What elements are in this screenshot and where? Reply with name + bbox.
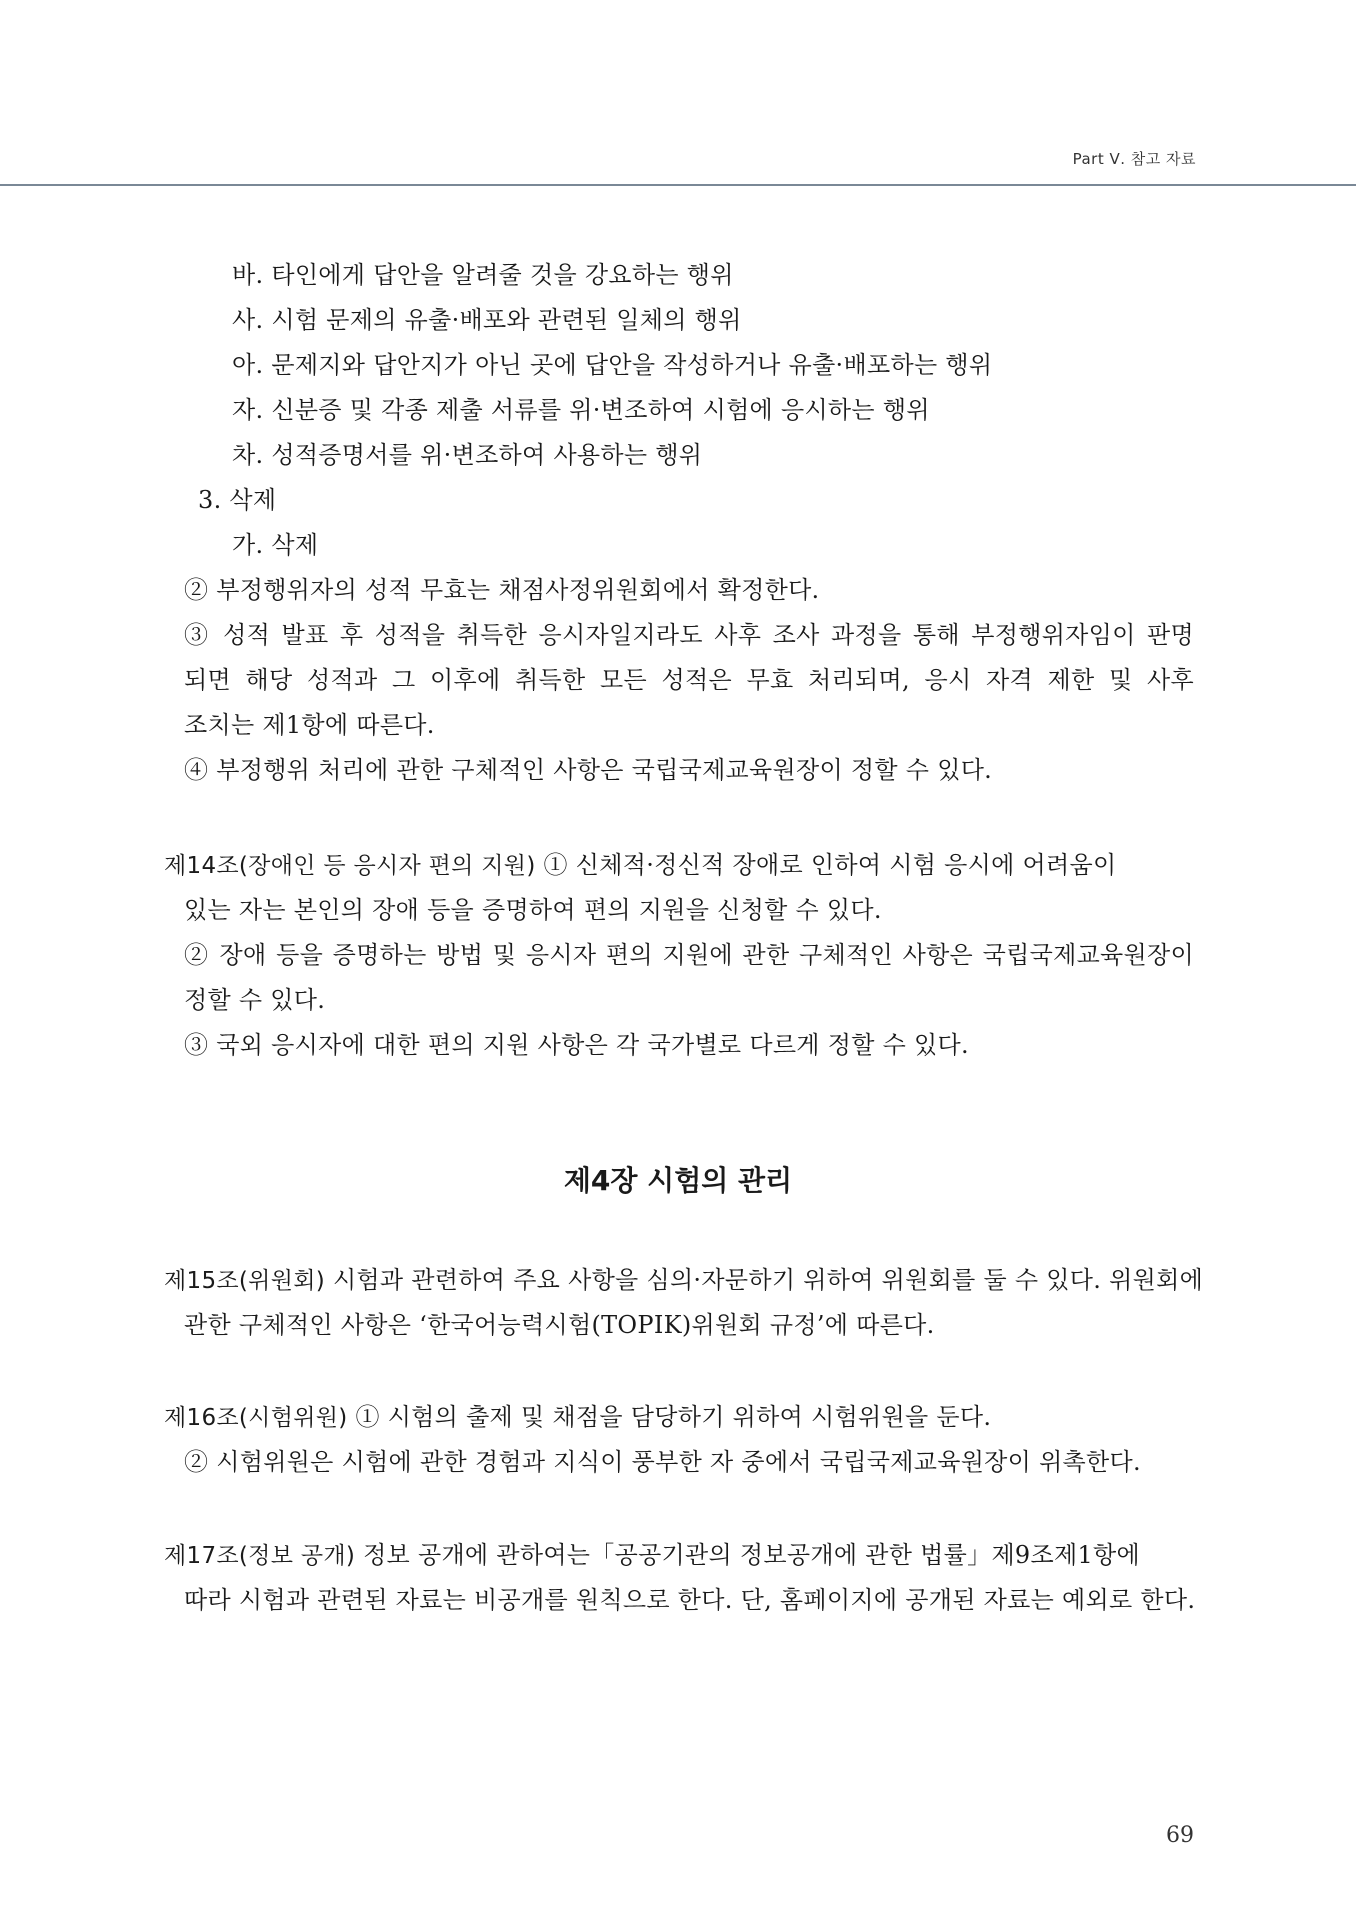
article-14-p2-line-1: ② 장애 등을 증명하는 방법 및 응시자 편의 지원에 관한 구체적인 사항은 국립국제교육원장이 [184,941,1194,969]
item-cha: 차. 성적증명서를 위·변조하여 사용하는 행위 [232,441,703,469]
article-14-line-1 [164,850,1194,881]
article-16-text: ① 시험의 출제 및 채점을 담당하기 위하여 시험위원을 둔다. [347,1403,992,1431]
article-16-p2: ② 시험위원은 시험에 관한 경험과 지식이 풍부한 자 중에서 국립국제교육원장이 위촉한다. [184,1448,1141,1476]
article-15-line-2: 관한 구체적인 사항은 ‘한국어능력시험(TOPIK)위원회 규정’에 따른다. [184,1311,935,1339]
page-number: 69 [1166,1823,1194,1848]
header-text: Part Ⅴ. 참고 자료 [1072,150,1196,168]
article-17-text: 정보 공개에 관하여는「공공기관의 정보공개에 관한 법률」제9조제1항에 [355,1541,1141,1569]
article-17-line-1 [164,1540,1194,1571]
header-divider [0,184,1356,186]
article-17-title: 제17조(정보 공개) [164,1543,356,1569]
paragraph-4: ④ 부정행위 처리에 관한 구체적인 사항은 국립국제교육원장이 정할 수 있다. [184,756,993,784]
item-a: 아. 문제지와 답안지가 아닌 곳에 답안을 작성하거나 유출·배포하는 행위 [232,351,993,379]
item-ba: 바. 타인에게 답안을 알려줄 것을 강요하는 행위 [232,261,734,289]
paragraph-3-line-2: 되면 해당 성적과 그 이후에 취득한 모든 성적은 무효 처리되며, 응시 자격 제한 및 사후 [184,666,1194,694]
article-14-title: 제14조(장애인 등 응시자 편의 지원) [164,853,536,879]
deleted-item: 3. 삭제 [198,486,277,514]
paragraph-2: ② 부정행위자의 성적 무효는 채점사정위원회에서 확정한다. [184,576,820,604]
article-15-line-1 [164,1265,1204,1296]
article-14-p2-line-2: 정할 수 있다. [184,986,326,1014]
chapter-title: 제4장 시험의 관리 [563,1164,793,1197]
article-15-text: 시험과 관련하여 주요 사항을 심의·자문하기 위하여 위원회를 둘 수 있다. 위원회에 [325,1266,1204,1294]
paragraph-3-line-3: 조치는 제1항에 따른다. [184,711,435,739]
article-14-line-2: 있는 자는 본인의 장애 등을 증명하여 편의 지원을 신청할 수 있다. [184,896,882,924]
article-17-line-2: 따라 시험과 관련된 자료는 비공개를 원칙으로 한다. 단, 홈페이지에 공개된 자료는 예외로 한다. [184,1586,1196,1614]
paragraph-3-line-1: ③ 성적 발표 후 성적을 취득한 응시자일지라도 사후 조사 과정을 통해 부정행위자임이 판명 [184,621,1194,649]
deleted-subitem: 가. 삭제 [232,531,319,559]
article-14-text: ① 신체적·정신적 장애로 인하여 시험 응시에 어려움이 [535,851,1117,879]
article-16-line-1 [164,1402,991,1433]
article-15-title: 제15조(위원회) [164,1268,326,1294]
item-ja: 자. 신분증 및 각종 제출 서류를 위·변조하여 시험에 응시하는 행위 [232,396,930,424]
item-sa: 사. 시험 문제의 유출·배포와 관련된 일체의 행위 [232,306,742,334]
article-14-p3: ③ 국외 응시자에 대한 편의 지원 사항은 각 국가별로 다르게 정할 수 있다. [184,1031,969,1059]
article-16-title: 제16조(시험위원) [164,1405,348,1431]
